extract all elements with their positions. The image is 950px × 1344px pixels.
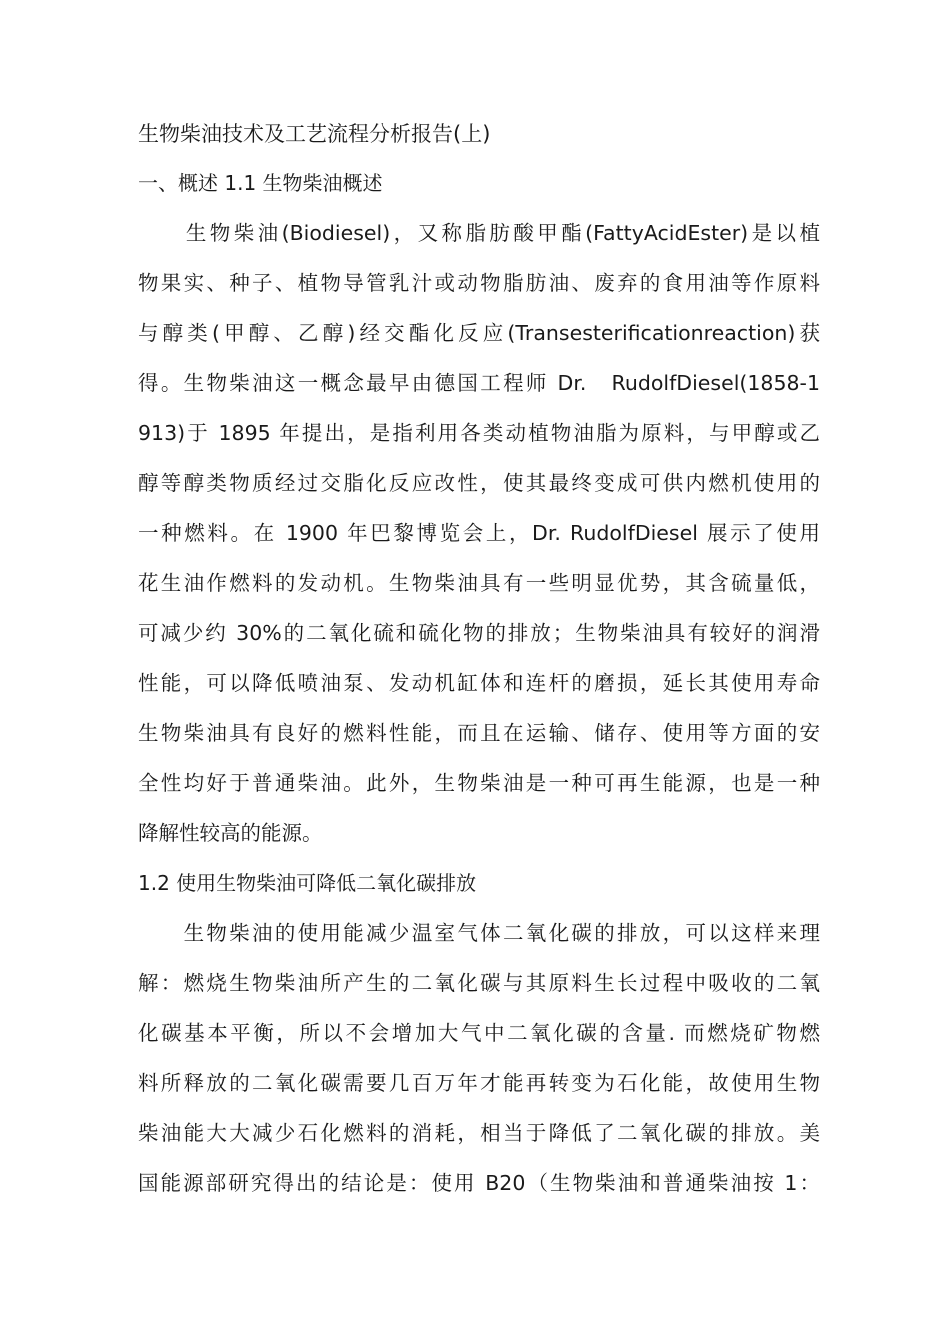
paragraph-line: 生物柴油具有良好的燃料性能，而且在运输、储存、使用等方面的安 [138,721,820,745]
paragraph-line: 可减少约 30%的二氧化硫和硫化物的排放；生物柴油具有较好的润滑 [138,621,820,645]
paragraph-line: 醇等醇类物质经过交脂化反应改性，使其最终变成可供内燃机使用的 [138,471,820,495]
paragraph-line: 解：燃烧生物柴油所产生的二氧化碳与其原料生长过程中吸收的二氧 [138,971,820,995]
paragraph-line: 得。生物柴油这一概念最早由德国工程师 Dr. RudolfDiesel(1858-1 [138,371,820,395]
paragraph-line: 生物柴油的使用能减少温室气体二氧化碳的排放，可以这样来理 [138,921,820,945]
paragraph-line: 全性均好于普通柴油。此外，生物柴油是一种可再生能源，也是一种 [138,771,820,795]
paragraph-line: 性能，可以降低喷油泵、发动机缸体和连杆的磨损，延长其使用寿命 [138,671,820,695]
paragraph-line: 913)于 1895 年提出，是指利用各类动植物油脂为原料，与甲醇或乙 [138,421,820,445]
section-heading-co2: 1.2 使用生物柴油可降低二氧化碳排放 [138,871,477,895]
paragraph-line: 料所释放的二氧化碳需要几百万年才能再转变为石化能，故使用生物 [138,1071,820,1095]
paragraph-co2-reduction [138,908,820,1208]
section-heading-overview: 一、概述 1.1 生物柴油概述 [138,171,383,195]
paragraph-line: 国能源部研究得出的结论是：使用 B20（生物柴油和普通柴油按 1： [138,1171,820,1195]
paragraph-line: 与醇类(甲醇、乙醇)经交酯化反应(Transesterificationreaction)获 [138,321,820,345]
paragraph-line: 物果实、种子、植物导管乳汁或动物脂肪油、废弃的食用油等作原料 [138,271,820,295]
paragraph-line: 柴油能大大减少石化燃料的消耗，相当于降低了二氧化碳的排放。美 [138,1121,820,1145]
paragraph-line: 花生油作燃料的发动机。生物柴油具有一些明显优势，其含硫量低， [138,571,820,595]
paragraph-line: 一种燃料。在 1900 年巴黎博览会上，Dr. RudolfDiesel 展示了使用 [138,521,820,545]
document-body [138,114,820,1208]
paragraph-biodiesel-overview [138,208,820,858]
paragraph-line: 化碳基本平衡，所以不会增加大气中二氧化碳的含量. 而燃烧矿物燃 [138,1021,820,1045]
paragraph-line: 降解性较高的能源。 [138,821,323,845]
paragraph-line: 生物柴油(Biodiesel)，又称脂肪酸甲酯(FattyAcidEster)是以植 [138,221,820,245]
document-title: 生物柴油技术及工艺流程分析报告(上) [138,122,491,146]
